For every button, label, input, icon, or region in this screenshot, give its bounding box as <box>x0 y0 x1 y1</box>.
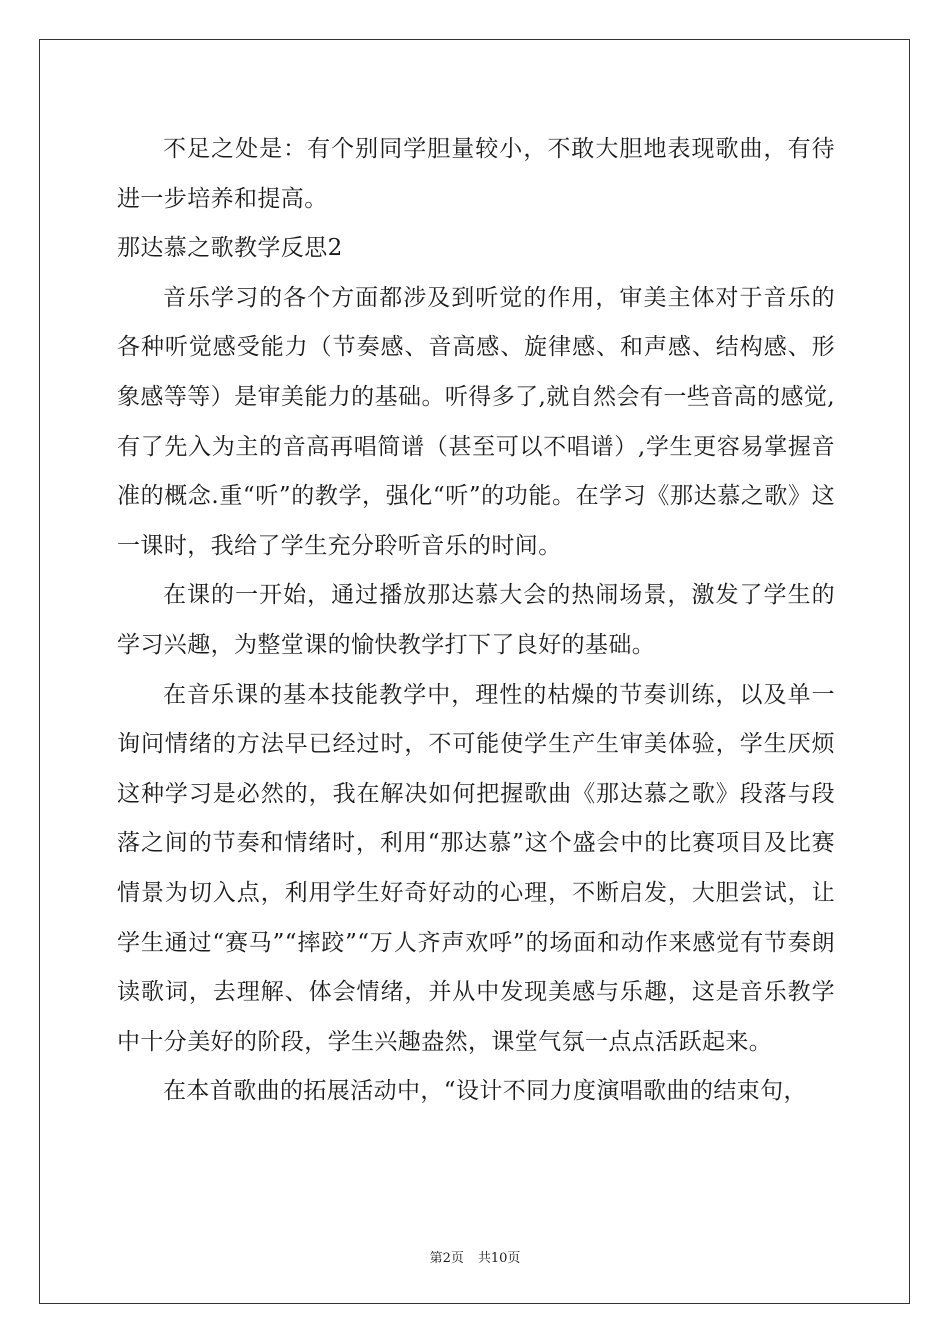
page-footer <box>0 1247 950 1266</box>
paragraph-listening: 音乐学习的各个方面都涉及到听觉的作用，审美主体对于音乐的各种听觉感受能力（节奏感、音高感、旋律感、和声感、结构感、形象感等等）是审美能力的基础。听得多了,就自然会有一些音高的感觉,有了先入为主的音高再唱简谱（甚至可以不唱谱）,学生更容易掌握音准的概念.重“听”的教学，强化“听”的功能。在学习《那达慕之歌》这一课时，我给了学生充分聆听音乐的时间。 <box>117 284 835 559</box>
section-heading: 那达慕之歌教学反思2 <box>117 235 343 262</box>
paragraph-extension: 在本首歌曲的拓展活动中，“设计不同力度演唱歌曲的结束句， <box>163 1078 807 1105</box>
paragraph-skills: 在音乐课的基本技能教学中，理性的枯燥的节奏训练，以及单一询问情绪的方法早已经过时，不可能使学生产生审美体验，学生厌烦这种学习是必然的，我在解决如何把握歌曲《那达慕之歌》段落与段落之间的节奏和情绪时，利用“那达慕”这个盛会中的比赛项目及比赛情景为切入点，利用学生好奇好动的心理，不断启发，大胆尝试，让学生通过“赛马”“摔跤”“万人齐声欢呼”的场面和动作来感觉有节奏朗读歌词，去理解、体会情绪，并从中发现美感与乐趣，这是音乐教学中十分美好的阶段，学生兴趣盎然，课堂气氛一点点活跃起来。 <box>117 681 835 1055</box>
document-body <box>117 125 835 1117</box>
paragraph-opening: 在课的一开始，通过播放那达慕大会的热闹场景，激发了学生的学习兴趣，为整堂课的愉快教学打下了良好的基础。 <box>117 582 835 658</box>
page-number: 第2页 <box>429 1251 464 1266</box>
page-total: 共10页 <box>477 1251 521 1266</box>
paragraph-shortcomings: 不足之处是：有个别同学胆量较小，不敢大胆地表现歌曲，有待进一步培养和提高。 <box>117 136 835 212</box>
